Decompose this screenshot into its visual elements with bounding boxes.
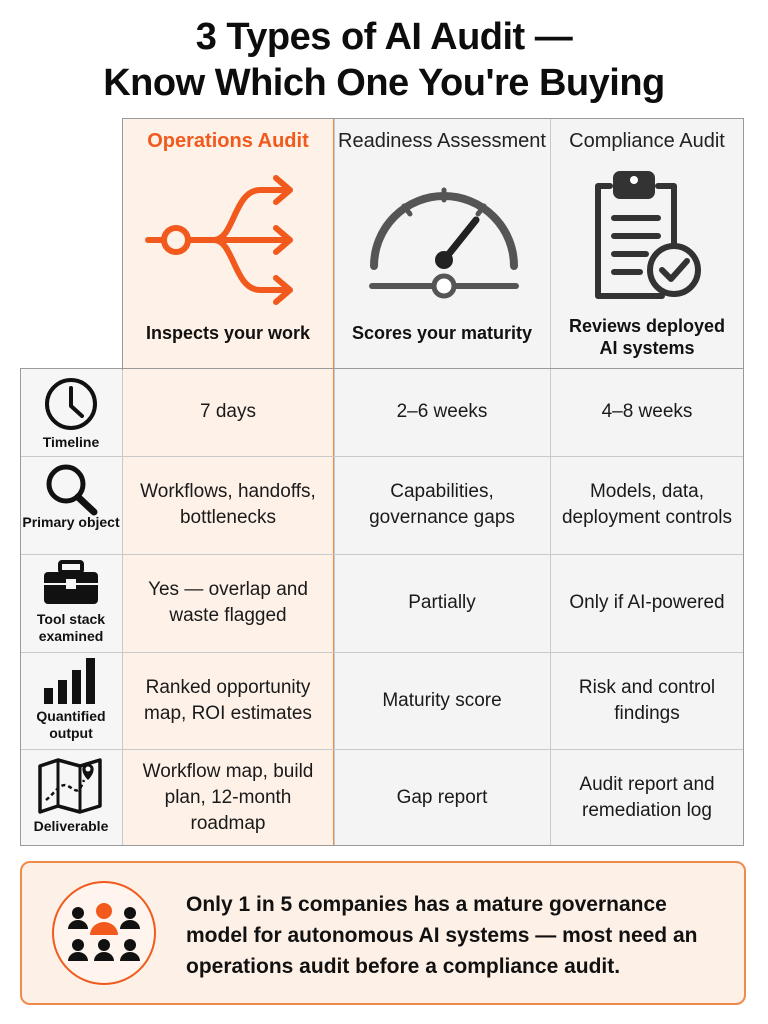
- cell-primary-object-compliance: Models, data, deployment controls: [561, 481, 733, 528]
- title-line-2: Know Which One You're Buying: [103, 62, 665, 104]
- callout-text: Only 1 in 5 companies has a mature governance model for autonomous AI systems — most need an operations audit before a compliance audit.: [186, 893, 698, 978]
- cell-primary-object-readiness: Capabilities, governance gaps: [369, 481, 515, 528]
- cell-tool-stack-readiness: Partially: [408, 592, 476, 613]
- row-label-quantified-output: Quantified output: [36, 708, 106, 741]
- cell-quantified-output-operations: Ranked opportunity map, ROI estimates: [144, 676, 312, 724]
- clock-icon: [34, 376, 108, 432]
- toolbox-icon: [34, 560, 108, 608]
- gauge-icon: [364, 176, 524, 300]
- cell-timeline-readiness: 2–6 weeks: [396, 401, 488, 422]
- column-tagline-operations: Inspects your work: [145, 323, 311, 343]
- row-label-primary-object: Primary object: [22, 514, 120, 530]
- row-label-tool-stack: Tool stack examined: [36, 611, 106, 644]
- cell-quantified-output-compliance: Risk and control findings: [578, 676, 716, 724]
- cell-deliverable-operations: Workflow map, build plan, 12-month roadmap: [142, 760, 314, 834]
- callout-box: [20, 861, 746, 1005]
- title-line-1: 3 Types of AI Audit —: [195, 16, 573, 58]
- page-title: [0, 14, 768, 106]
- cell-deliverable-readiness: Gap report: [396, 786, 488, 808]
- map-icon: [34, 756, 108, 814]
- column-title-operations: Operations Audit: [147, 130, 309, 152]
- clipboard-check-icon: [588, 166, 704, 306]
- magnifier-icon: [34, 462, 108, 516]
- cell-tool-stack-operations: Yes — overlap and waste flagged: [148, 579, 308, 626]
- column-tagline-compliance: Reviews deployed AI systems: [568, 316, 726, 358]
- cell-deliverable-compliance: Audit report and remediation log: [579, 773, 715, 821]
- branching-arrows-icon: [144, 168, 314, 308]
- bar-chart-icon: [34, 656, 108, 706]
- cell-primary-object-operations: Workflows, handoffs, bottlenecks: [140, 481, 316, 528]
- row-label-deliverable: Deliverable: [33, 818, 109, 834]
- cell-timeline-operations: 7 days: [200, 401, 256, 422]
- cell-quantified-output-readiness: Maturity score: [382, 689, 502, 711]
- row-label-timeline: Timeline: [42, 434, 100, 450]
- cell-tool-stack-compliance: Only if AI-powered: [569, 592, 725, 613]
- column-title-compliance: Compliance Audit: [569, 130, 725, 152]
- column-tagline-readiness: Scores your maturity: [351, 323, 533, 343]
- people-group-icon: [52, 881, 156, 985]
- comparison-table: [20, 118, 744, 846]
- column-title-readiness: Readiness Assessment: [338, 130, 546, 152]
- cell-timeline-compliance: 4–8 weeks: [601, 401, 693, 422]
